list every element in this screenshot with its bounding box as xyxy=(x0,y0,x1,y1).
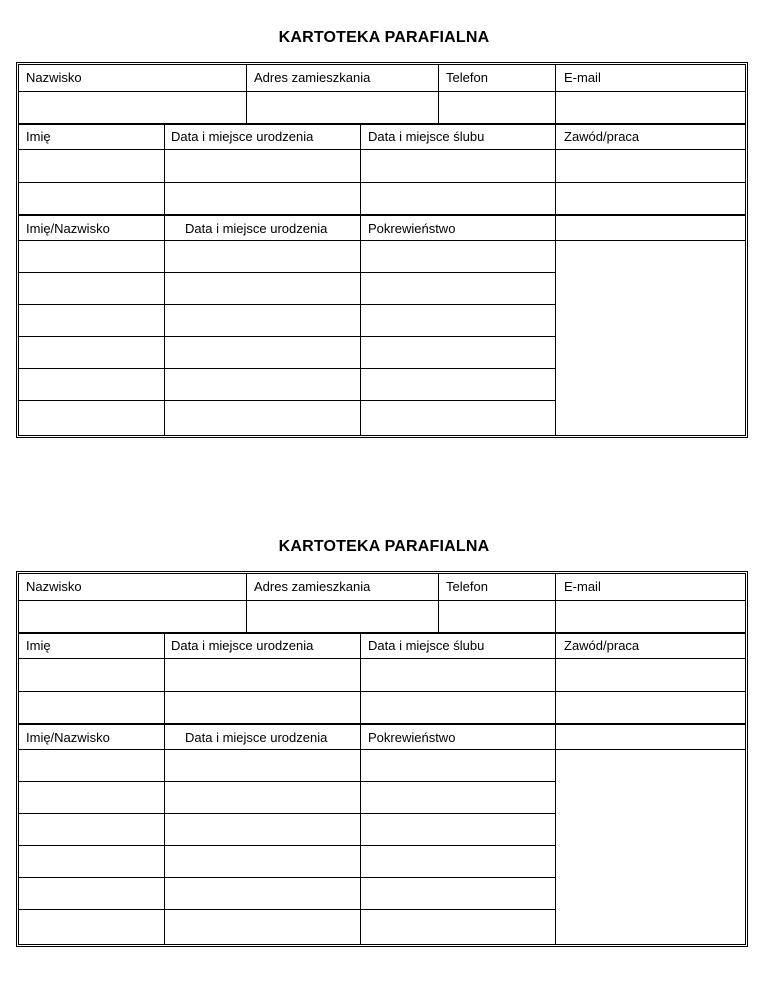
label-email: E-mail xyxy=(564,70,601,85)
label-relationship: Pokrewieństwo xyxy=(368,730,456,745)
label-first-name: Imię xyxy=(26,638,51,653)
label-relationship: Pokrewieństwo xyxy=(368,221,456,236)
label-surname: Nazwisko xyxy=(26,579,82,594)
card-form-frame xyxy=(16,62,748,438)
label-birth-date-place: Data i miejsce urodzenia xyxy=(171,638,314,653)
label-relative-birth: Data i miejsce urodzenia xyxy=(185,221,328,236)
label-address: Adres zamieszkania xyxy=(254,70,371,85)
card-title: KARTOTEKA PARAFIALNA xyxy=(278,29,490,46)
label-relative-birth: Data i miejsce urodzenia xyxy=(185,730,328,745)
label-occupation: Zawód/praca xyxy=(564,638,640,653)
label-email: E-mail xyxy=(564,579,601,594)
label-name-surname: Imię/Nazwisko xyxy=(26,730,110,745)
label-address: Adres zamieszkania xyxy=(254,579,371,594)
label-name-surname: Imię/Nazwisko xyxy=(26,221,110,236)
label-phone: Telefon xyxy=(446,70,488,85)
label-wedding-date-place: Data i miejsce ślubu xyxy=(368,638,485,653)
card-form-frame xyxy=(16,571,748,947)
label-birth-date-place: Data i miejsce urodzenia xyxy=(171,129,314,144)
label-wedding-date-place: Data i miejsce ślubu xyxy=(368,129,485,144)
label-surname: Nazwisko xyxy=(26,70,82,85)
label-phone: Telefon xyxy=(446,579,488,594)
label-first-name: Imię xyxy=(26,129,51,144)
label-occupation: Zawód/praca xyxy=(564,129,640,144)
card-title: KARTOTEKA PARAFIALNA xyxy=(278,538,490,555)
